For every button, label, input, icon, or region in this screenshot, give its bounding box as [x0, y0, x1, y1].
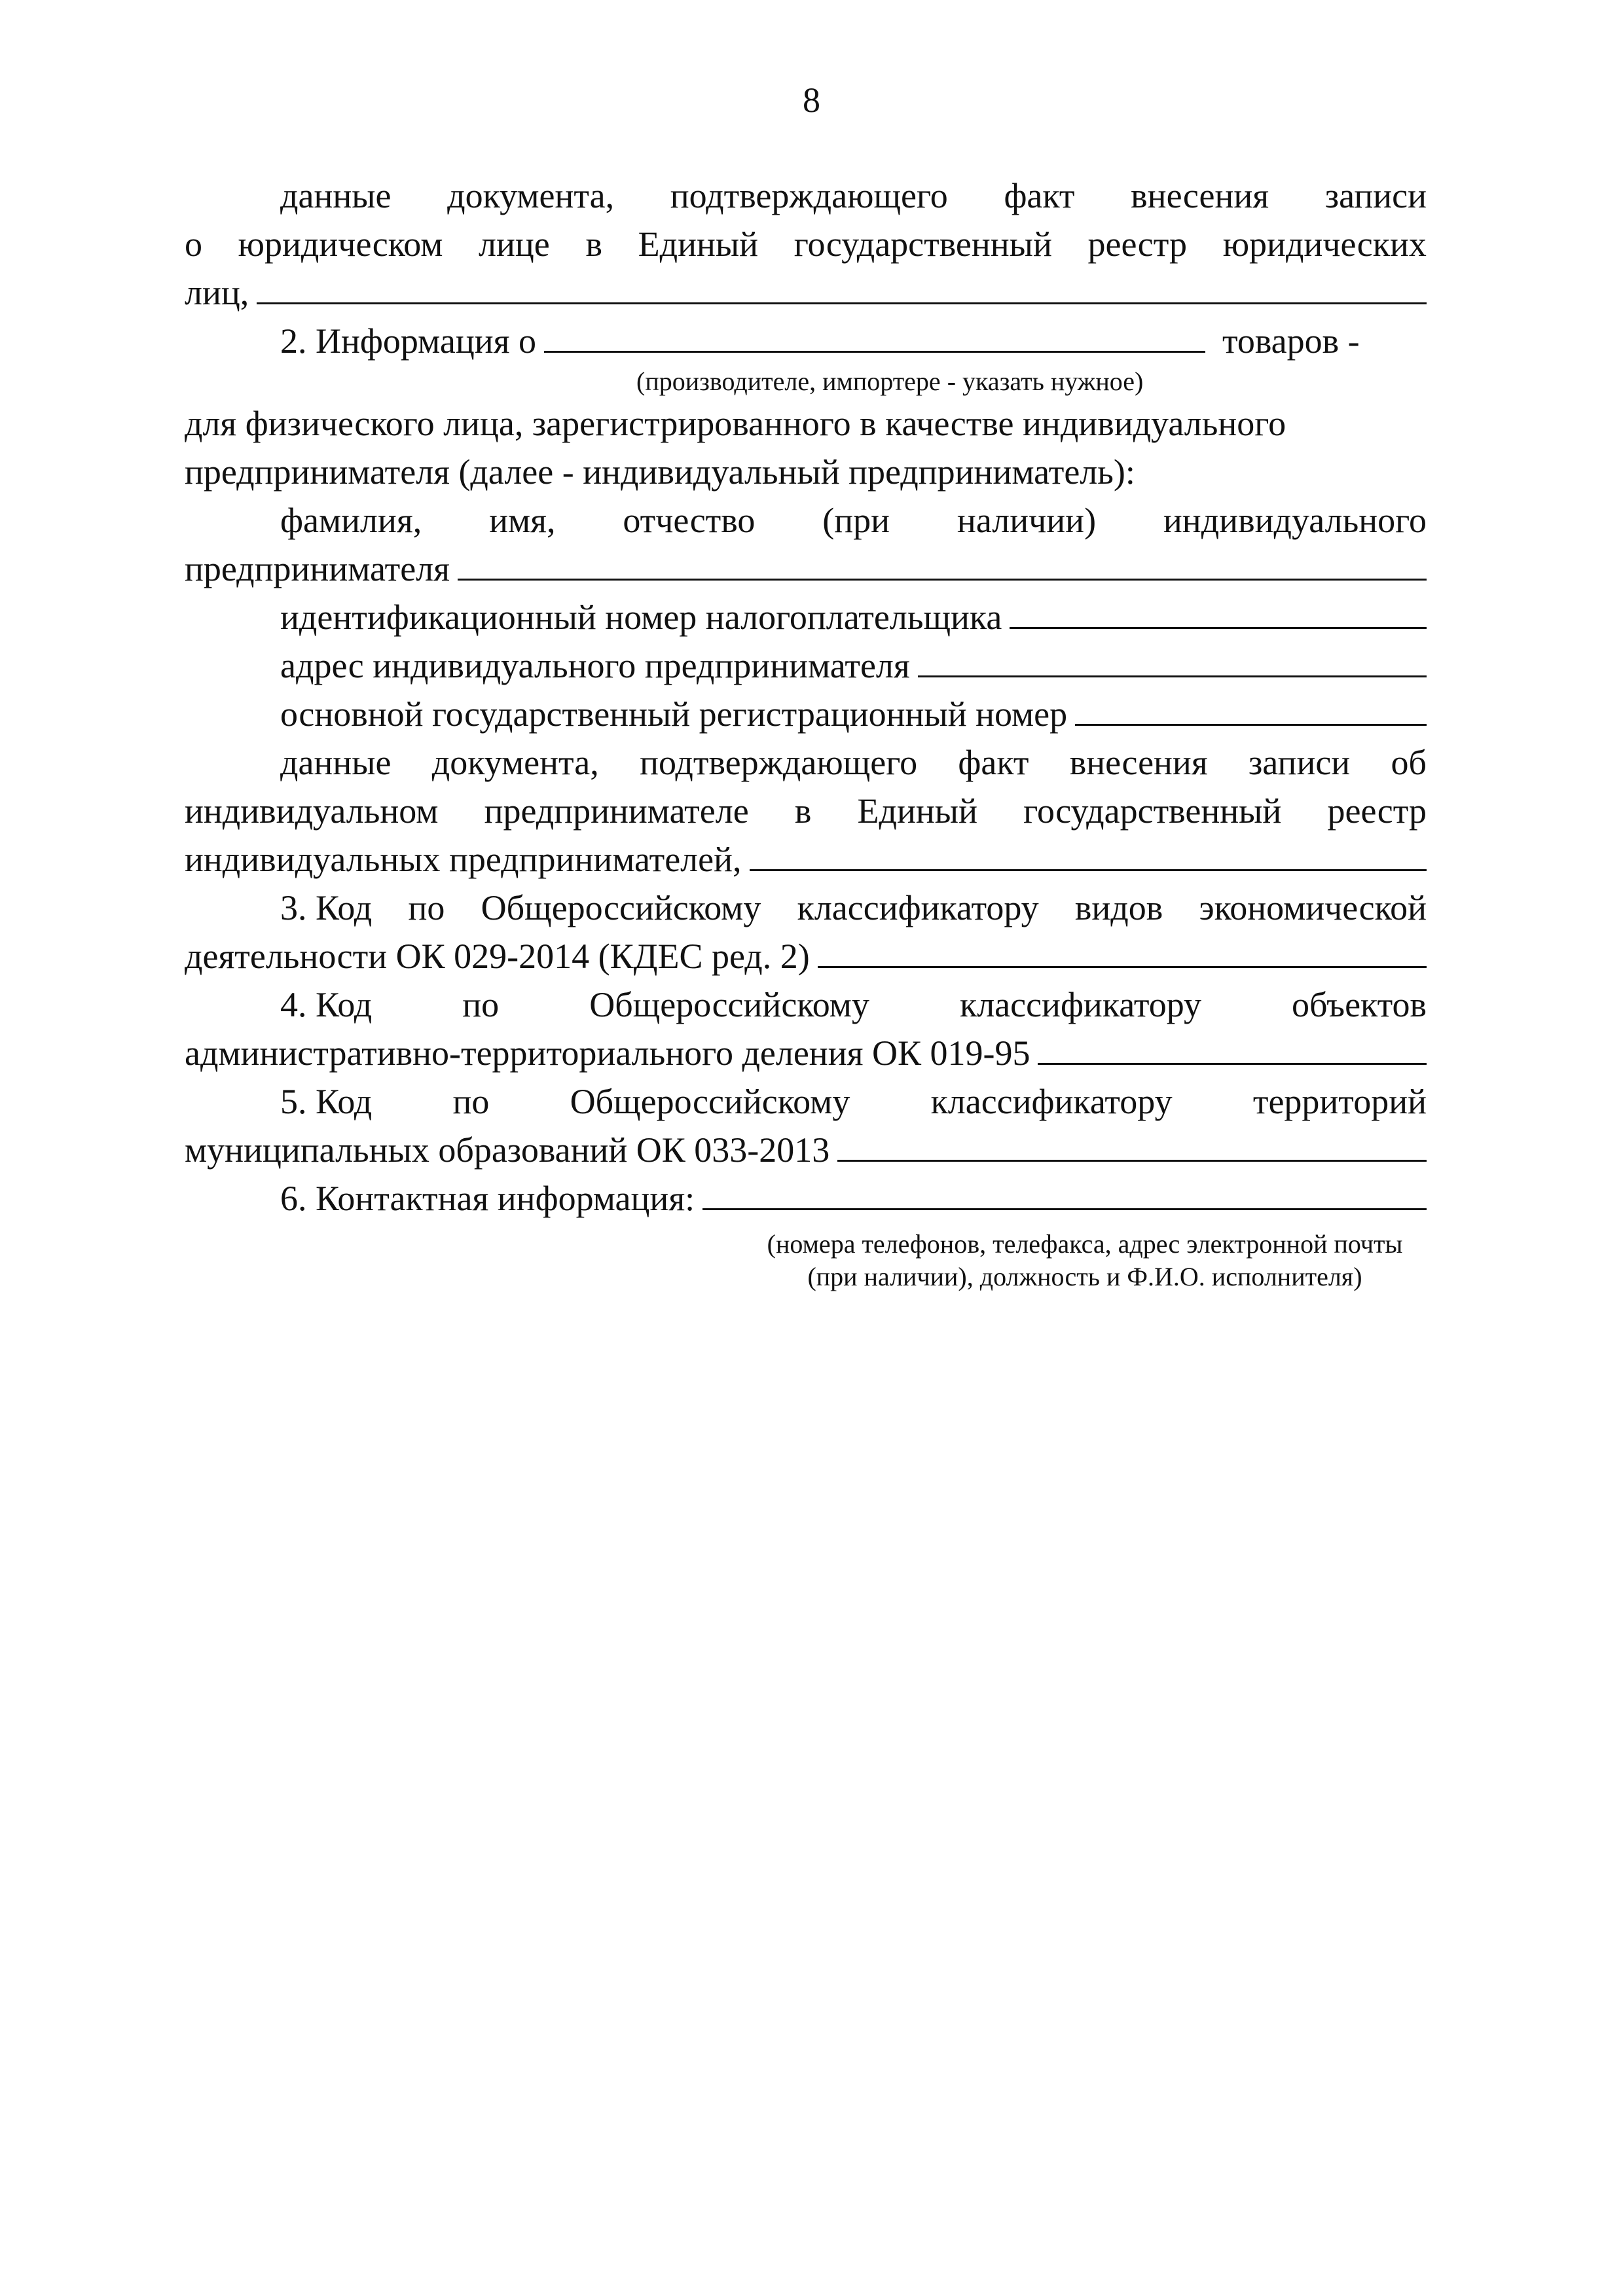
- p1-line-2: [185, 224, 1427, 272]
- word: по: [452, 1082, 490, 1121]
- word: (при: [822, 501, 890, 540]
- label-inn: идентификационный номер налогоплательщика: [280, 598, 1002, 637]
- label-okved: деятельности ОК 029-2014 (КДЕС ред. 2): [185, 937, 810, 976]
- fio-line-1: [185, 500, 1427, 548]
- word: имя,: [489, 501, 556, 540]
- field-okato[interactable]: [1038, 1035, 1427, 1065]
- inn-line: [185, 597, 1427, 645]
- word: видов: [1074, 888, 1163, 927]
- text: предпринимателя (далее - индивидуальный предприниматель):: [185, 452, 1135, 492]
- word: внесения: [1131, 176, 1269, 215]
- word: государственный: [793, 224, 1052, 264]
- word: подтверждающего: [640, 743, 918, 782]
- label-okato: административно-территориального деления ОК 019-95: [185, 1033, 1030, 1073]
- word: предпринимателе: [484, 791, 749, 831]
- word: Единый: [857, 791, 977, 831]
- word: юридических: [1222, 224, 1427, 264]
- word: данные: [280, 743, 392, 782]
- word: индивидуальном: [185, 791, 439, 831]
- field-okved[interactable]: [818, 939, 1427, 968]
- word: 5. Код: [280, 1082, 373, 1121]
- word: по: [462, 985, 500, 1024]
- p2-line-2: [185, 403, 1427, 452]
- word: реестр: [1327, 791, 1427, 831]
- p3-line-2: [185, 936, 1427, 984]
- word: о: [185, 224, 202, 264]
- doc-line-1: [185, 742, 1427, 791]
- contact-caption: [754, 1228, 1415, 1293]
- p2-line-3: [185, 452, 1427, 500]
- fio-line-2: [185, 548, 1427, 597]
- p4-line-1: [185, 984, 1427, 1033]
- word: классификатору: [797, 888, 1039, 927]
- word: в: [794, 791, 812, 831]
- word: факт: [958, 743, 1029, 782]
- field-contact-info[interactable]: [702, 1181, 1427, 1210]
- p6-line: [185, 1178, 1427, 1227]
- word: Единый: [638, 224, 759, 264]
- word: документа,: [431, 743, 599, 782]
- word: данные: [280, 176, 392, 215]
- word: в: [585, 224, 602, 264]
- word: лице: [479, 224, 550, 264]
- word: отчество: [623, 501, 756, 540]
- field-registry-document[interactable]: [257, 275, 1427, 304]
- word: записи: [1248, 743, 1351, 782]
- word: записи: [1324, 176, 1427, 215]
- goods-label: товаров -: [1222, 321, 1360, 361]
- producer-importer-caption-row: [185, 369, 1427, 403]
- doc-line-3: [185, 839, 1427, 888]
- word: по: [408, 888, 445, 927]
- contact-caption-line-2: (при наличии), должность и Ф.И.О. исполнителя): [807, 1262, 1362, 1291]
- label-contact-info: 6. Контактная информация:: [280, 1179, 695, 1218]
- word: территорий: [1252, 1082, 1427, 1121]
- word: государственный: [1023, 791, 1282, 831]
- producer-importer-caption: (производителе, импортере - указать нужное): [636, 367, 1144, 396]
- p1-line-1: [185, 175, 1427, 224]
- word: подтверждающего: [670, 176, 948, 215]
- word: юридическом: [238, 224, 443, 264]
- contact-caption-line-1: (номера телефонов, телефакса, адрес электронной почты: [767, 1229, 1403, 1259]
- label-oktmo: муниципальных образований ОК 033-2013: [185, 1130, 830, 1170]
- word: Общероссийскому: [589, 985, 869, 1024]
- word: классификатору: [959, 985, 1201, 1024]
- word: фамилия,: [280, 501, 422, 540]
- label-address: адрес индивидуального предпринимателя: [280, 646, 910, 685]
- word: факт: [1004, 176, 1075, 215]
- word: классификатору: [930, 1082, 1173, 1121]
- word: индивидуального: [1163, 501, 1427, 540]
- word: документа,: [447, 176, 615, 215]
- label-legal-entities: лиц,: [185, 273, 249, 312]
- p1-line-3: [185, 272, 1427, 321]
- word: 3. Код: [280, 888, 373, 927]
- field-full-name[interactable]: [458, 551, 1427, 581]
- field-producer-importer[interactable]: [544, 323, 1205, 353]
- field-address[interactable]: [918, 648, 1427, 677]
- address-line: [185, 645, 1427, 694]
- p5-line-2: [185, 1130, 1427, 1178]
- word: Общероссийскому: [570, 1082, 850, 1121]
- p5-line-1: [185, 1081, 1427, 1130]
- p3-line-1: [185, 888, 1427, 936]
- label-ogrn: основной государственный регистрационный номер: [280, 694, 1068, 734]
- section-2-label: 2. Информация о: [280, 321, 536, 361]
- word: экономической: [1199, 888, 1427, 927]
- field-inn[interactable]: [1010, 600, 1427, 629]
- label-entrepreneur: предпринимателя: [185, 549, 450, 588]
- p4-line-2: [185, 1033, 1427, 1081]
- word: реестр: [1087, 224, 1188, 264]
- word: внесения: [1069, 743, 1208, 782]
- word: наличии): [957, 501, 1097, 540]
- word: Общероссийскому: [481, 888, 761, 927]
- field-ip-registry-document[interactable]: [750, 842, 1427, 871]
- word: объектов: [1292, 985, 1427, 1024]
- word: об: [1391, 743, 1427, 782]
- page-number: 8: [803, 81, 820, 120]
- ogrn-line: [185, 694, 1427, 742]
- text: для физического лица, зарегистрированного в качестве индивидуального: [185, 404, 1286, 443]
- word: 4. Код: [280, 985, 373, 1024]
- label-entrepreneurs-registry: индивидуальных предпринимателей,: [185, 840, 742, 879]
- p2-line-1: [185, 321, 1427, 369]
- field-oktmo[interactable]: [837, 1132, 1427, 1162]
- field-ogrn[interactable]: [1075, 696, 1427, 726]
- doc-line-2: [185, 791, 1427, 839]
- form-body: [185, 175, 1427, 1293]
